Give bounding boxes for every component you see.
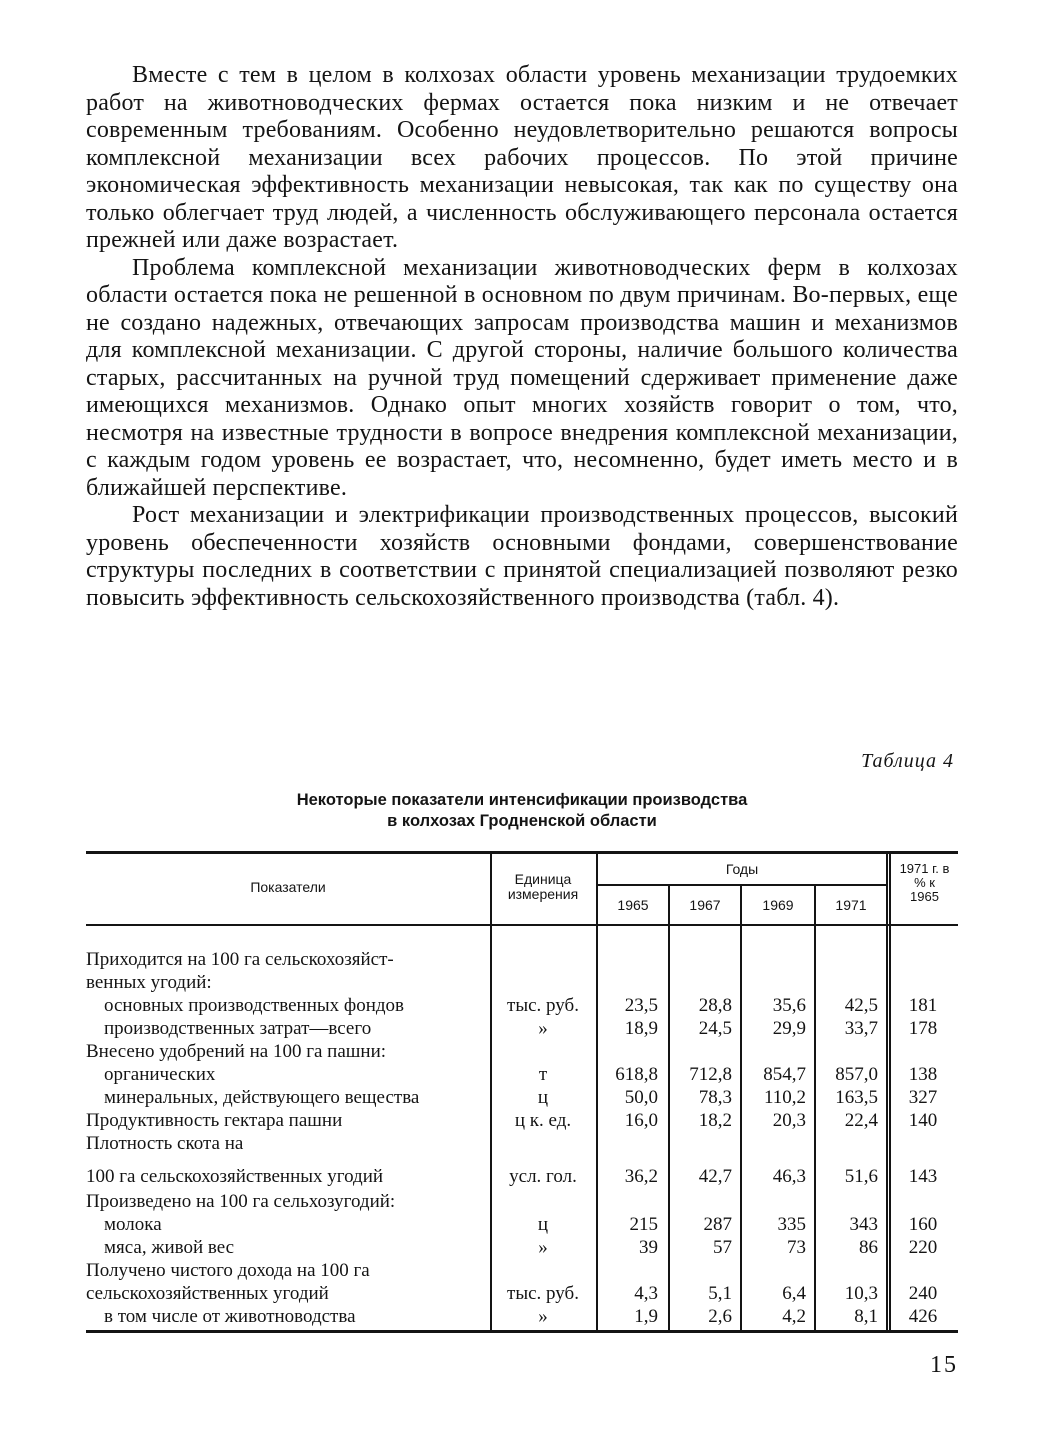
row-label: молока [104,1214,162,1235]
header-percent-line-2: % к [914,875,935,890]
row-percent: 426 [908,1306,938,1327]
table-title-line-2: в колхозах Гродненской области [387,812,657,830]
row-label: основных производственных фондов [104,995,405,1016]
row-value-1967: 28,8 [698,995,732,1016]
header-unit [490,872,596,902]
row-label: минеральных, действующего вещества [104,1087,420,1108]
row-percent: 140 [908,1110,938,1131]
table-title [86,790,958,832]
row-value-1971: 51,6 [844,1166,878,1187]
row-label: органических [104,1064,216,1085]
row-percent: 327 [908,1087,938,1108]
table-top-rule [86,851,958,854]
row-label: Внесено удобрений на 100 га пашни: [86,1041,387,1062]
row-value-1971: 163,5 [835,1087,878,1108]
years-subheader-rule [598,884,886,886]
row-value-1967: 5,1 [708,1283,732,1304]
row-percent: 160 [908,1214,938,1235]
table-title-line-1: Некоторые показатели интенсификации производства [296,791,748,809]
row-value-1967: 57 [713,1237,732,1258]
table-row [86,948,958,971]
row-value-1965: 23,5 [624,995,658,1016]
row-unit: ц [537,1087,549,1108]
book-page [86,62,958,1402]
paragraph-2: Проблема комплексной механизации животноводческих ферм в колхозах области остается пока не решенной в основном по двум причинам. Во-первых, еще не создано надежных, отвечающих запросам производства машин и механизмов для комплексной механизации. С другой стороны, наличие большого количества старых, рассчитанных на ручной труд помещений сдерживает применение даже имеющихся механизмов. Однако опыт многих хозяйств говорит о том, что, несмотря на известные трудности в вопросе внедрения комплексной механизации, с каждым годом уровень ее возрастает, что, несомненно, будет иметь место и в ближайшей перспективе. [86,254,958,501]
row-unit: » [538,1306,548,1327]
table-body [86,948,958,1328]
row-label: Произведено на 100 га сельхозугодий: [86,1191,396,1212]
row-value-1967: 287 [703,1214,732,1235]
row-value-1965: 39 [639,1237,658,1258]
row-value-1967: 712,8 [689,1064,732,1085]
row-label: Приходится на 100 га сельскохозяйст- [86,949,394,970]
row-value-1971: 33,7 [844,1018,878,1039]
table-row [86,1063,958,1086]
row-value-1965: 50,0 [624,1087,658,1108]
table-row [86,1109,958,1132]
header-percent-line-1: 1971 г. в [899,861,950,876]
body-text [86,62,958,612]
row-value-1971: 22,4 [844,1110,878,1131]
row-value-1965: 36,2 [624,1166,658,1187]
row-unit: ц к. ед. [514,1110,572,1131]
row-unit: » [538,1237,548,1258]
row-label: Получено чистого дохода на 100 га [86,1260,370,1281]
row-label: Плотность скота на [86,1133,244,1154]
row-value-1967: 2,6 [708,1306,732,1327]
row-value-1969: 46,3 [772,1166,806,1187]
table-row [86,1282,958,1305]
row-unit: ц [537,1214,549,1235]
row-value-1969: 35,6 [772,995,806,1016]
header-unit-line-1: Единица [514,871,572,887]
row-percent: 220 [908,1237,938,1258]
row-value-1969: 20,3 [772,1110,806,1131]
table-number: Таблица 4 [861,750,954,772]
row-label: мяса, живой вес [104,1237,235,1258]
header-percent [891,862,958,904]
row-value-1969: 110,2 [763,1087,806,1108]
row-unit: усл. гол. [509,1166,577,1187]
paragraph-1: Вместе с тем в целом в колхозах области уровень механизации трудоемких работ на животноводческих фермах остается пока низким и не отвечает современным требованиям. Особенно неудовлетворительно решаются вопросы комплексной механизации всех рабочих процессов. По этой причине экономическая эффективность механизации невысокая, так как по существу она только облегчает труд людей, а численность обслуживающего персонала остается прежней или даже возрастает. [86,62,958,253]
row-value-1971: 86 [859,1237,878,1258]
table-row [86,1017,958,1040]
row-value-1965: 16,0 [624,1110,658,1131]
table-row [86,1305,958,1328]
row-value-1967: 42,7 [698,1166,732,1187]
header-year-1965: 1965 [617,897,649,913]
row-percent: 240 [908,1283,938,1304]
header-years: Годы [725,861,759,877]
header-indicators: Показатели [250,879,326,895]
header-percent-line-3: 1965 [910,889,939,904]
row-label: сельскохозяйственных угодий [86,1283,329,1304]
table-row [86,1213,958,1236]
header-year-1971: 1971 [835,897,867,913]
paragraph-3: Рост механизации и электрификации производственных процессов, высокий уровень обеспеченности хозяйств основными фондами, совершенствование структуры последних в соответствии с принятой специализацией позволяют резко повысить эффективность сельскохозяйственного производства (табл. 4). [86,502,958,611]
row-label: венных угодий: [86,972,212,993]
row-percent: 138 [908,1064,938,1085]
row-unit: тыс. руб. [507,1283,579,1304]
row-value-1969: 6,4 [782,1283,806,1304]
row-value-1965: 215 [629,1214,658,1235]
row-label: производственных затрат—всего [104,1018,372,1039]
row-value-1969: 29,9 [772,1018,806,1039]
table-row [86,1236,958,1259]
row-percent: 143 [908,1166,938,1187]
header-unit-line-2: измерения [507,886,579,902]
row-value-1971: 8,1 [854,1306,878,1327]
row-value-1965: 4,3 [634,1283,658,1304]
row-value-1969: 854,7 [763,1064,806,1085]
row-label: в том числе от животноводства [104,1306,356,1327]
row-percent: 181 [908,995,938,1016]
table-bottom-rule [86,1330,958,1333]
table-row [86,1086,958,1109]
table-row [86,1259,958,1282]
row-value-1967: 78,3 [698,1087,732,1108]
row-unit: т [538,1064,548,1085]
row-value-1969: 73 [787,1237,806,1258]
page-number: 15 [930,1352,958,1378]
row-value-1965: 618,8 [615,1064,658,1085]
table-row [86,1132,958,1155]
header-year-1967: 1967 [689,897,721,913]
row-label: 100 га сельскохозяйственных угодий [86,1166,384,1187]
row-label: Продуктивность гектара пашни [86,1110,343,1131]
row-percent: 178 [908,1018,938,1039]
row-value-1969: 335 [777,1214,806,1235]
table-header-rule [86,924,958,926]
row-value-1971: 343 [849,1214,878,1235]
table-row [86,1040,958,1063]
row-unit: » [538,1018,548,1039]
table-row [86,1190,958,1213]
row-value-1967: 24,5 [698,1018,732,1039]
row-value-1967: 18,2 [698,1110,732,1131]
table-row [86,994,958,1017]
row-value-1965: 1,9 [634,1306,658,1327]
header-year-1969: 1969 [762,897,794,913]
table-row [86,1165,958,1188]
row-value-1971: 42,5 [844,995,878,1016]
row-unit: тыс. руб. [507,995,579,1016]
row-value-1969: 4,2 [782,1306,806,1327]
row-value-1971: 10,3 [844,1283,878,1304]
row-value-1965: 18,9 [624,1018,658,1039]
row-value-1971: 857,0 [835,1064,878,1085]
table-row [86,971,958,994]
